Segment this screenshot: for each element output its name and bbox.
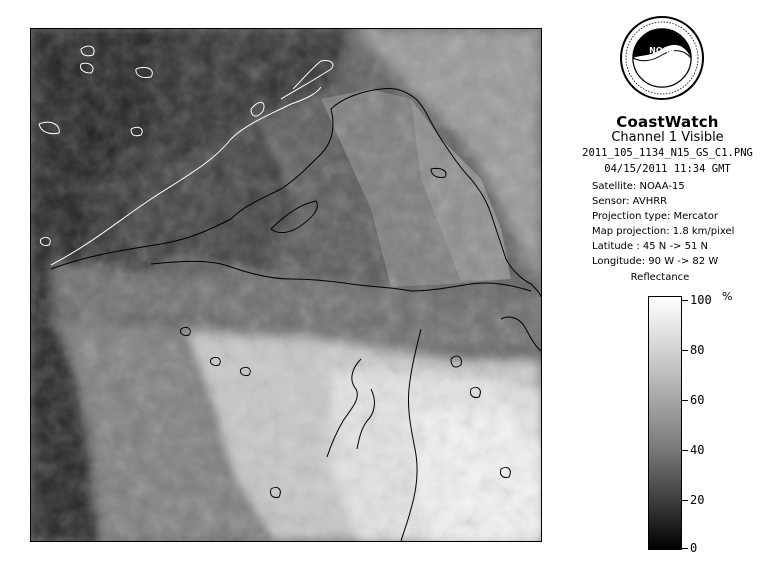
scale-tick: [682, 450, 688, 451]
satellite-image: [31, 29, 541, 541]
map-projection-label: Map projection: 1.8 km/pixel: [592, 226, 735, 237]
sensor-label: Sensor: AVHRR: [592, 196, 668, 207]
scale-tick: [682, 500, 688, 501]
noaa-seal-icon: [619, 15, 705, 101]
image-datetime: 04/15/2011 11:34 GMT: [604, 163, 731, 175]
product-title: CoastWatch: [616, 113, 719, 131]
scale-tick: [682, 350, 688, 351]
satellite-map: [30, 28, 542, 542]
latitude-label: Latitude : 45 N -> 51 N: [592, 241, 708, 252]
scale-tick-label: 40: [690, 443, 705, 457]
reflectance-colorbar: [648, 296, 682, 550]
scale-unit: %: [722, 290, 733, 303]
logo-text: NOAA: [649, 46, 675, 55]
scale-tick: [682, 300, 688, 301]
noaa-logo: [619, 15, 705, 101]
projection-label: Projection type: Mercator: [592, 211, 718, 222]
scale-tick-label: 60: [690, 393, 705, 407]
channel-subtitle: Channel 1 Visible: [611, 130, 724, 145]
scale-tick-label: 100: [690, 293, 712, 307]
scale-tick: [682, 400, 688, 401]
scale-tick: [682, 548, 688, 549]
scale-tick-label: 80: [690, 343, 705, 357]
longitude-label: Longitude: 90 W -> 82 W: [592, 256, 719, 267]
scale-tick-label: 0: [690, 541, 698, 555]
image-filename: 2011_105_1134_N15_GS_C1.PNG: [582, 147, 753, 159]
satellite-label: Satellite: NOAA-15: [592, 181, 685, 192]
scale-tick-label: 20: [690, 493, 705, 507]
scale-title: Reflectance: [630, 272, 690, 283]
